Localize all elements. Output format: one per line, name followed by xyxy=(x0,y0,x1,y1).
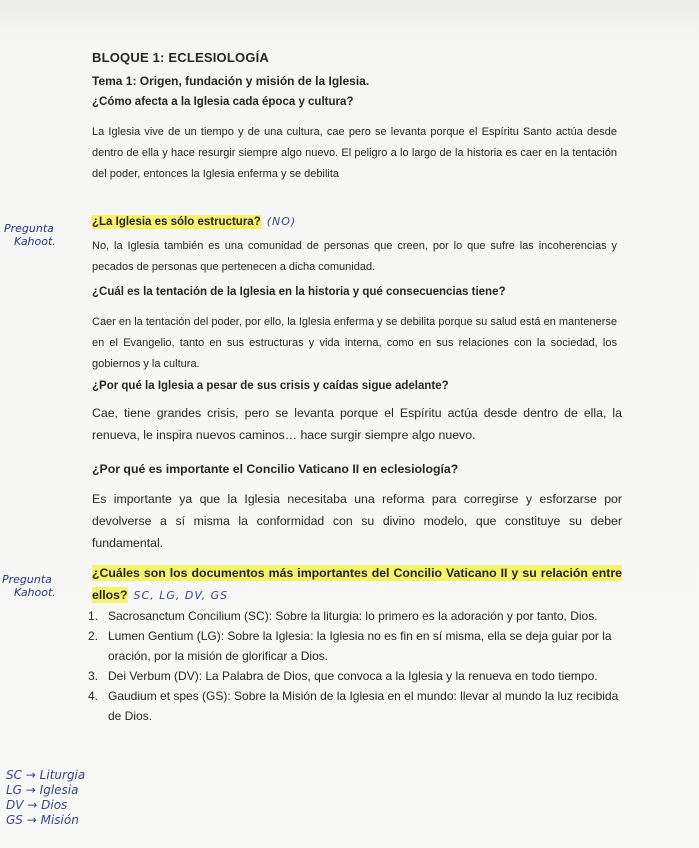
margin-note-line: Kahoot. xyxy=(14,586,56,599)
list-number: 3. xyxy=(88,669,99,683)
list-item xyxy=(88,666,622,686)
list-number: 1. xyxy=(88,609,99,623)
margin-note-kahoot-1 xyxy=(4,222,56,248)
question-2 xyxy=(92,215,296,228)
answer-5: Es importante ya que la Iglesia necesitaba una reforma para corregirse y esforzarse por devolverse a sí misma la conformidad con su divino modelo, que constituye su deber fundamental. xyxy=(92,492,622,550)
question-2-text: ¿La Iglesia es sólo estructura? xyxy=(92,216,261,228)
legend-line: LG → Iglesia xyxy=(6,783,79,797)
legend-line: SC → Liturgia xyxy=(6,768,86,782)
answer-4: Cae, tiene grandes crisis, pero se levanta porque el Espíritu actúa desde dentro de ella, la renueva, le inspira nuevos caminos… hace surgir siempre algo nuevo. xyxy=(92,406,622,442)
answer-3: Caer en la tentación del poder, por ello, la Iglesia enferma y se debilita porque su salud está en mantenerse en el Evangelio, tanto en sus estructuras y vida interna, como en sus relaciones con la sociedad, los gobiernos y la cultura. xyxy=(92,316,617,370)
margin-note-line: Kahoot. xyxy=(14,235,56,248)
handwritten-answer: SC, LG, DV, GS xyxy=(133,589,229,602)
question-3: ¿Cuál es la tentación de la Iglesia en la historia y qué consecuencias tiene? xyxy=(92,286,506,298)
margin-note-kahoot-2 xyxy=(2,573,56,599)
block-heading: BLOQUE 1: ECLESIOLOGÍA xyxy=(92,50,270,65)
list-item xyxy=(88,626,622,666)
question-6-text: ¿Cuáles son los documentos más importantes del Concilio Vaticano II y su relación entre ellos? xyxy=(92,566,622,602)
list-item xyxy=(88,606,622,626)
list-item xyxy=(88,686,622,726)
margin-note-line: Pregunta xyxy=(4,222,54,235)
list-text: Dei Verbum (DV): La Palabra de Dios, que convoca a la Iglesia y la renueva en todo tiempo. xyxy=(108,669,598,683)
question-5: ¿Por qué es importante el Concilio Vaticano II en eclesiología? xyxy=(92,462,459,476)
list-number: 4. xyxy=(88,689,99,703)
legend-line: DV → Dios xyxy=(6,798,68,812)
list-text: Gaudium et spes (GS): Sobre la Misión de la Iglesia en el mundo: llevar al mundo la luz recibida de Dios. xyxy=(108,689,619,723)
margin-note-line: Pregunta xyxy=(2,573,52,586)
answer-2: No, la Iglesia también es una comunidad de personas que creen, por lo que sufre las incoherencias y pecados de personas que pertenecen a dicha comunidad. xyxy=(92,240,617,273)
list-text: Lumen Gentium (LG): Sobre la Iglesia: la Iglesia no es fin en sí misma, ella se deja guiar por la oración, por la misión de glorificar a Dios. xyxy=(108,629,612,663)
list-number: 2. xyxy=(88,629,99,643)
legend-line: GS → Misión xyxy=(6,813,79,827)
handwritten-legend xyxy=(6,768,85,828)
question-4: ¿Por qué la Iglesia a pesar de sus crisis y caídas sigue adelante? xyxy=(92,380,449,392)
topic-title: Tema 1: Origen, fundación y misión de la Iglesia. xyxy=(92,74,370,88)
list-text: Sacrosanctum Concilium (SC): Sobre la liturgia: lo primero es la adoración y por tanto, Dios. xyxy=(108,609,598,623)
documents-list xyxy=(88,606,622,726)
question-1: ¿Cómo afecta a la Iglesia cada época y cultura? xyxy=(92,96,354,108)
answer-1: La Iglesia vive de un tiempo y de una cultura, cae pero se levanta porque el Espíritu Santo actúa desde dentro de ella y hace resurgir siempre algo nuevo. El peligro a lo largo de la historia es caer en la tentación del poder, entonces la Iglesia enferma y se debilita xyxy=(92,126,617,180)
handwritten-answer: (NO) xyxy=(266,215,297,228)
question-6 xyxy=(92,562,622,607)
